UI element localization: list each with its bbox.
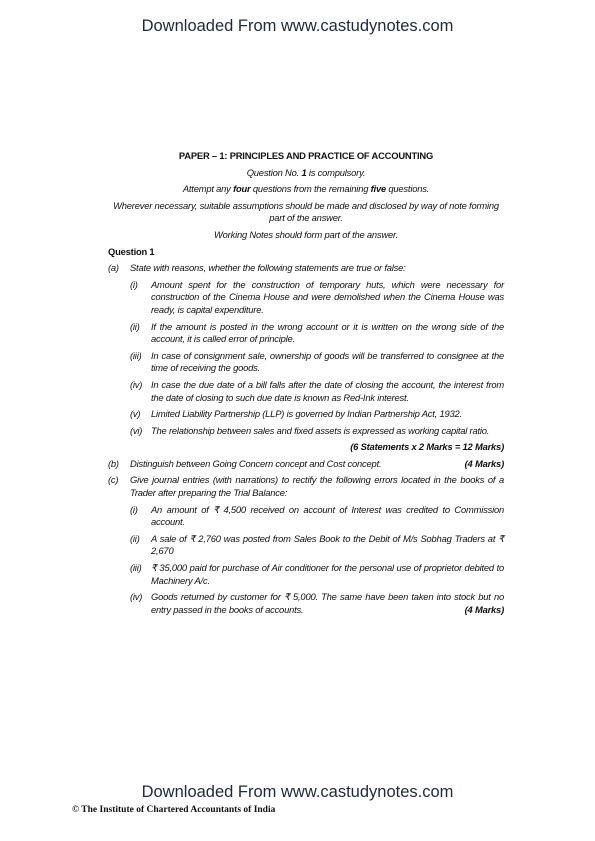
instruction-bold: 1 <box>301 166 307 178</box>
error-item <box>130 562 504 587</box>
item-label: (iii) <box>130 349 142 361</box>
part-text: Distinguish between Going Concern concept and Cost concept. <box>130 457 382 469</box>
part-text-wrap <box>130 458 504 471</box>
item-text: Limited Liability Partnership (LLP) is governed by Indian Partnership Act, 1932. <box>151 408 462 420</box>
download-banner-top: Downloaded From www.castudynotes.com <box>141 17 454 35</box>
part-text: State with reasons, whether the following statements are true or false: <box>130 262 406 274</box>
part-a <box>108 262 504 275</box>
instruction-working-notes: Working Notes should form part of the answer. <box>214 228 398 240</box>
item-text: An amount of ₹ 4,500 received on account of Interest was credited to Commission account. <box>151 503 504 528</box>
item-label: (iv) <box>130 378 143 390</box>
error-item <box>130 504 504 529</box>
download-banner-bottom: Downloaded From www.castudynotes.com <box>141 783 454 801</box>
item-text: In case the due date of a bill falls after the date of closing the account, the interest from the date of closing to such due date is known as Red-Ink interest. <box>151 378 504 403</box>
copyright-footer: © The Institute of Chartered Accountants of India <box>72 805 276 815</box>
item-text-wrap <box>151 591 504 616</box>
question-heading: Question 1 <box>108 245 155 257</box>
item-text: Goods returned by customer for ₹ 5,000. The same have been taken into stock but no entry passed in the books of accounts. <box>151 591 504 615</box>
instruction-text: Attempt any <box>182 183 234 195</box>
item-label: (ii) <box>130 320 140 332</box>
instruction-bold: four <box>233 183 251 195</box>
instruction-text: questions from the remaining <box>250 183 371 195</box>
error-item <box>130 533 504 558</box>
part-c-marks: (4 Marks) <box>464 603 504 615</box>
paper-title: PAPER – 1: PRINCIPLES AND PRACTICE OF ACCOUNTING <box>178 150 434 161</box>
instruction-text: questions. <box>385 183 430 195</box>
item-text: If the amount is posted in the wrong account or it is written on the wrong side of the account, it is called error of principle. <box>151 320 504 345</box>
item-label: (iv) <box>130 591 143 603</box>
item-label: (iii) <box>130 562 142 574</box>
item-text: Amount spent for the construction of temporary huts, which were necessary for construction of the Cinema House and were demolished when the Cinema House was ready, is capital expenditure. <box>151 278 504 315</box>
item-label: (i) <box>130 278 138 290</box>
item-label: (v) <box>130 408 141 420</box>
statement-item <box>130 350 504 375</box>
question-paper-content <box>108 150 504 620</box>
statement-item <box>130 425 504 438</box>
part-b-marks: (4 Marks) <box>464 457 504 469</box>
part-c <box>108 474 504 499</box>
part-a-marks: (6 Statements x 2 Marks = 12 Marks) <box>350 441 504 453</box>
instruction-compulsory <box>108 167 504 180</box>
part-label: (a) <box>108 262 119 274</box>
instruction-attempt <box>108 183 504 196</box>
instruction-assumptions: Wherever necessary, suitable assumptions should be made and disclosed by way of note forming part of the answer. <box>113 199 499 224</box>
statement-item <box>130 408 504 421</box>
instruction-text: Question No. <box>246 166 302 178</box>
item-text: A sale of ₹ 2,760 was posted from Sales Book to the Debit of M/s Sobhag Traders at ₹ 2,670 <box>151 532 504 557</box>
statement-item <box>130 379 504 404</box>
item-text: The relationship between sales and fixed assets is expressed as working capital ratio. <box>151 424 490 436</box>
part-label: (b) <box>108 457 119 469</box>
item-label: (i) <box>130 503 138 515</box>
item-text: In case of consignment sale, ownership of goods will be transferred to consignee at the time of receiving the goods. <box>151 349 504 374</box>
statement-item <box>130 321 504 346</box>
part-text: Give journal entries (with narrations) to rectify the following errors located in the books of a Trader after preparing the Trial Balance: <box>130 474 504 499</box>
part-label: (c) <box>108 474 119 486</box>
error-item <box>130 591 504 616</box>
statement-item <box>130 279 504 317</box>
item-label: (ii) <box>130 532 140 544</box>
instruction-text: is compulsory. <box>306 166 366 178</box>
item-label: (vi) <box>130 424 143 436</box>
instruction-bold: five <box>370 183 386 195</box>
item-text: ₹ 35,000 paid for purchase of Air conditioner for the personal use of proprietor debited to Machinery A/c. <box>151 562 504 586</box>
part-b <box>108 458 504 471</box>
